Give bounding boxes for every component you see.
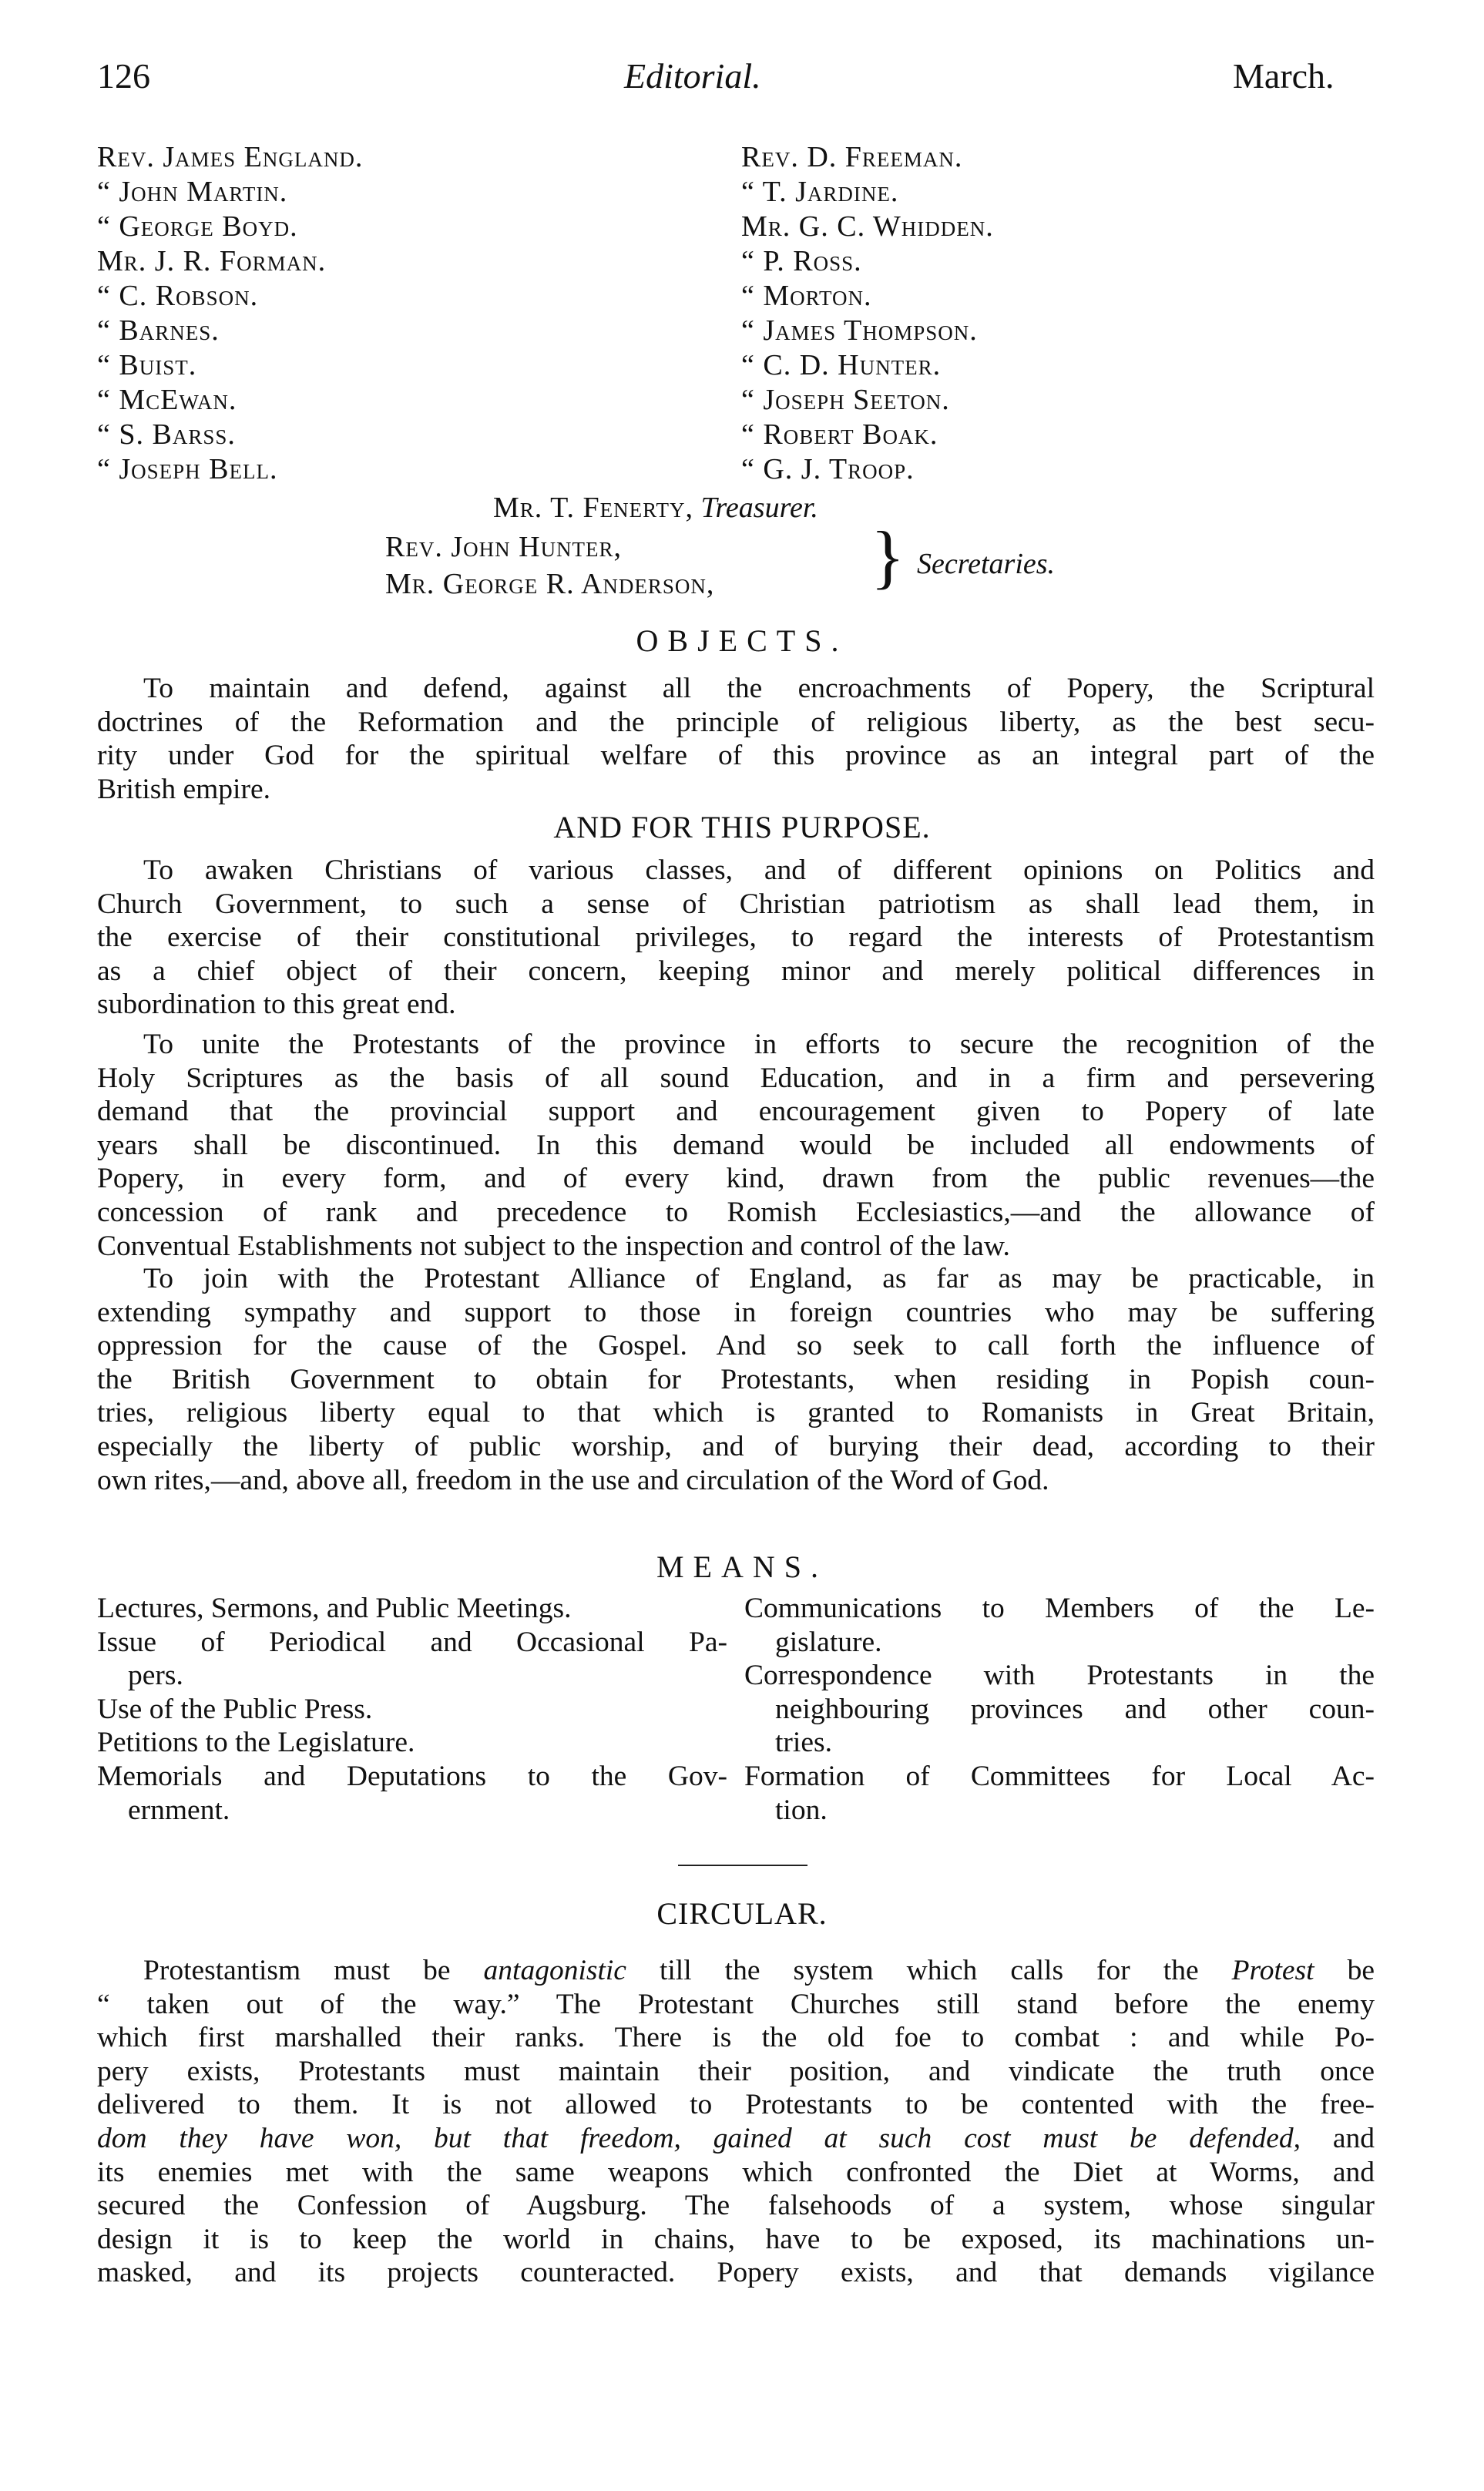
secretaries-brace: } [871, 517, 905, 596]
text-line: as a chief object of their concern, keeping minor and merely political differences in [97, 955, 1375, 987]
text-line: Church Government, to such a sense of Christian patriotism as shall lead them, in [97, 888, 1375, 920]
text-line: oppression for the cause of the Gospel. And so seek to call forth the influence of [97, 1330, 1375, 1362]
committee-member: “ Buist. [97, 349, 197, 381]
committee-member: “ Barnes. [97, 314, 220, 347]
roman-text: and [1301, 2122, 1375, 2154]
committee-member: “ Joseph Seeton. [741, 384, 950, 416]
committee-member: “ McEwan. [97, 384, 237, 416]
committee-member: “ C. D. Hunter. [741, 349, 942, 381]
roman-text: pery exists, Protestants must maintain their position, and vindicate the truth once [97, 2055, 1375, 2087]
text-line [97, 2122, 1375, 2156]
text-line: To join with the Protestant Alliance of England, as far as may be practicable, in [143, 1263, 1375, 1294]
circular-heading: CIRCULAR. [656, 1896, 828, 1931]
roman-text: be [1314, 1955, 1375, 1986]
committee-member: Mr. J. R. Forman. [97, 245, 327, 277]
committee-left-column [97, 140, 363, 487]
italic-text: antagonistic [483, 1955, 626, 1986]
roman-text: its enemies met with the same weapons which confronted the Diet at Worms, and [97, 2156, 1375, 2188]
text-line: doctrines of the Reformation and the principle of religious liberty, as the best secu- [97, 706, 1375, 738]
committee-member: “ John Martin. [97, 176, 288, 208]
roman-text: Protestantism must be [143, 1955, 484, 1986]
roman-text: secured the Confession of Augsburg. The falsehoods of a system, whose singular [97, 2190, 1375, 2222]
running-month: March. [1233, 56, 1335, 96]
means-left-column [97, 1592, 727, 1827]
page-number: 126 [97, 56, 150, 96]
means-item-line: neighbouring provinces and other coun- [775, 1693, 1375, 1725]
text-line [97, 2256, 1375, 2290]
text-line [97, 2021, 1375, 2055]
means-item-line: Communications to Members of the Le- [744, 1593, 1375, 1624]
text-line: To maintain and defend, against all the encroachments of Popery, the Scriptural [143, 673, 1375, 704]
running-title: Editorial. [624, 56, 761, 96]
text-line: British empire. [97, 773, 270, 805]
roman-text: which first marshalled their ranks. There is the old foe to combat : and while Po- [97, 2022, 1375, 2054]
means-item-line: tries. [775, 1727, 832, 1759]
text-line: Conventual Establishments not subject to the inspection and control of the law. [97, 1230, 1010, 1262]
means-item-line: Issue of Periodical and Occasional Pa- [97, 1626, 727, 1658]
text-line: extending sympathy and support to those in foreign countries who may be suffering [97, 1296, 1375, 1328]
committee-member: “ Joseph Bell. [97, 453, 278, 485]
committee-member: Rev. James England. [97, 141, 364, 173]
text-line [97, 2055, 1375, 2089]
roman-text: “ taken out of the way.” The Protestant Churches still stand before the enemy [97, 1988, 1375, 2020]
secretary-1: Rev. John Hunter, [385, 531, 623, 563]
committee-member: “ Robert Boak. [741, 418, 938, 451]
text-line: years shall be discontinued. In this demand would be included all endowments of [97, 1129, 1375, 1161]
means-item-line: gislature. [775, 1626, 882, 1658]
committee-member: “ G. J. Troop. [741, 453, 915, 485]
text-line: the exercise of their constitutional privileges, to regard the interests of Protestantism [97, 922, 1375, 954]
text-line [97, 2088, 1375, 2122]
italic-text: dom they have won, but that freedom, gained at such cost must be defended, [97, 2122, 1301, 2154]
secretary-2: Mr. George R. Anderson, [385, 568, 715, 600]
text-line [97, 2223, 1375, 2257]
committee-member: “ P. Ross. [741, 245, 862, 277]
text-line [97, 2189, 1375, 2223]
text-line: subordination to this great end. [97, 989, 456, 1021]
text-line: the British Government to obtain for Protestants, when residing in Popish coun- [97, 1363, 1375, 1395]
purpose-paragraph-3 [97, 1262, 1375, 1497]
text-line: rity under God for the spiritual welfare of this province as an integral part of the [97, 740, 1375, 772]
means-item-line: Petitions to the Legislature. [97, 1727, 415, 1759]
committee-member: Rev. D. Freeman. [741, 141, 963, 173]
text-line: tries, religious liberty equal to that which is granted to Romanists in Great Britain, [97, 1397, 1375, 1429]
purpose-heading: AND FOR THIS PURPOSE. [553, 810, 931, 844]
text-line: own rites,—and, above all, freedom in the use and circulation of the Word of God. [97, 1464, 1049, 1496]
italic-text: Protest [1231, 1955, 1314, 1986]
text-line [97, 1988, 1375, 2022]
committee-member: Mr. G. C. Whidden. [741, 210, 994, 243]
means-item-line: Lectures, Sermons, and Public Meetings. [97, 1593, 572, 1624]
section-divider [678, 1865, 807, 1866]
purpose-paragraph-2 [97, 1028, 1375, 1263]
means-item-line: tion. [775, 1794, 828, 1826]
text-line [97, 2156, 1375, 2190]
text-line: Holy Scriptures as the basis of all sound Education, and in a firm and persevering [97, 1062, 1375, 1094]
treasurer-name: Mr. T. Fenerty, [493, 492, 693, 524]
committee-member: “ C. Robson. [97, 280, 259, 312]
roman-text: masked, and its projects counteracted. Popery exists, and that demands vigilance [97, 2257, 1375, 2289]
committee-right-column [741, 140, 994, 487]
means-item-line: ernment. [128, 1794, 230, 1826]
objects-heading: OBJECTS. [636, 623, 848, 658]
text-line: concession of rank and precedence to Romish Ecclesiastics,—and the allowance of [97, 1196, 1375, 1228]
roman-text: till the system which calls for the [626, 1955, 1232, 1986]
circular-paragraph [97, 1954, 1375, 2290]
text-line: Popery, in every form, and of every kind, drawn from the public revenues—the [97, 1163, 1375, 1195]
means-item-line: Formation of Committees for Local Ac- [744, 1760, 1375, 1792]
text-line: To awaken Christians of various classes, and of different opinions on Politics and [143, 854, 1375, 886]
means-item-line: Use of the Public Press. [97, 1693, 373, 1725]
means-item-line: pers. [128, 1660, 183, 1692]
secretaries-role: Secretaries. [917, 548, 1056, 580]
text-line: To unite the Protestants of the province in efforts to secure the recognition of the [143, 1029, 1375, 1060]
objects-paragraph [97, 672, 1375, 806]
committee-member: “ Morton. [741, 280, 872, 312]
means-right-column [744, 1592, 1375, 1827]
text-line: especially the liberty of public worship, and of burying their dead, according to their [97, 1430, 1375, 1462]
means-item-line: Memorials and Deputations to the Gov- [97, 1760, 727, 1792]
committee-member: “ George Boyd. [97, 210, 298, 243]
treasurer-line [493, 491, 818, 525]
treasurer-role: Treasurer. [700, 492, 818, 524]
committee-member: “ James Thompson. [741, 314, 978, 347]
committee-member: “ T. Jardine. [741, 176, 899, 208]
committee-member: “ S. Barss. [97, 418, 236, 451]
means-heading: MEANS. [656, 1549, 828, 1584]
text-line: demand that the provincial support and encouragement given to Popery of late [97, 1096, 1375, 1128]
means-item-line: Correspondence with Protestants in the [744, 1660, 1375, 1692]
roman-text: delivered to them. It is not allowed to Protestants to be contented with the free- [97, 2089, 1375, 2121]
roman-text: design it is to keep the world in chains, have to be exposed, its machinations un- [97, 2223, 1375, 2255]
text-line [97, 1954, 1375, 1988]
purpose-paragraph-1 [97, 854, 1375, 1022]
